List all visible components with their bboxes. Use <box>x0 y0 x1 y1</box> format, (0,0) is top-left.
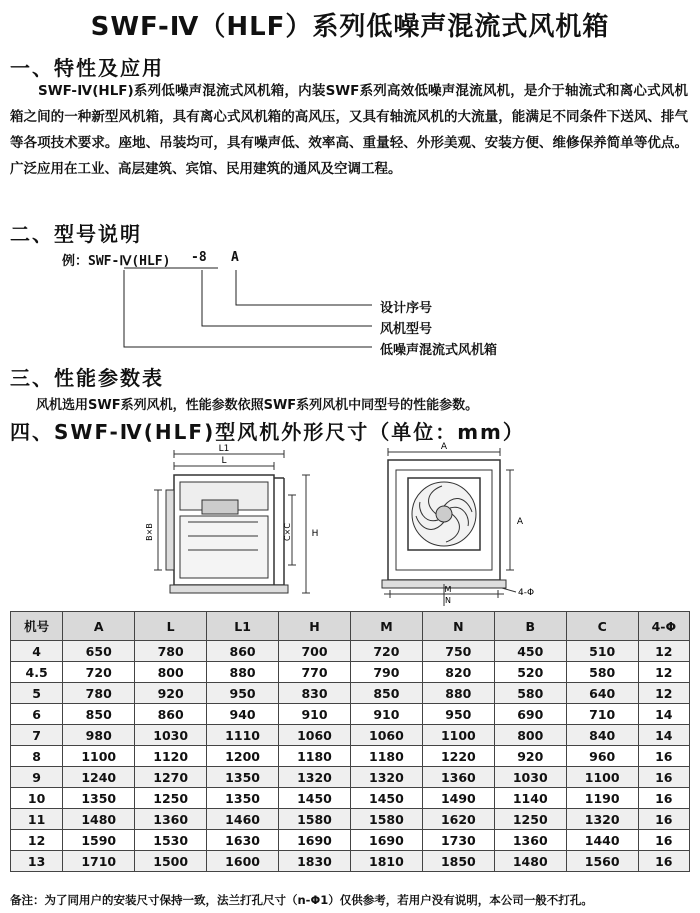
table-cell: 13 <box>11 851 63 872</box>
table-cell: 1690 <box>350 830 422 851</box>
table-cell: 4 <box>11 641 63 662</box>
table-header-row <box>11 612 690 641</box>
label-BxB: B×B <box>145 523 154 541</box>
label-holes: 4-Φ <box>518 588 535 598</box>
table-cell: 1060 <box>350 725 422 746</box>
table-header-cell: C <box>566 612 638 641</box>
table-cell: 4.5 <box>11 662 63 683</box>
table-row <box>11 704 690 725</box>
table-header-cell: N <box>422 612 494 641</box>
table-cell: 690 <box>494 704 566 725</box>
table-cell: 1440 <box>566 830 638 851</box>
table-cell: 1490 <box>422 788 494 809</box>
table-cell: 520 <box>494 662 566 683</box>
table-cell: 1270 <box>135 767 207 788</box>
table-row <box>11 830 690 851</box>
table-cell: 1590 <box>63 830 135 851</box>
table-cell: 1360 <box>135 809 207 830</box>
table-header-cell: B <box>494 612 566 641</box>
label-H: H <box>311 529 319 539</box>
table-cell: 12 <box>638 641 689 662</box>
table-cell: 11 <box>11 809 63 830</box>
table-cell: 1630 <box>207 830 279 851</box>
table-cell: 960 <box>566 746 638 767</box>
example-model: SWF-Ⅳ(HLF) <box>88 254 171 269</box>
table-body <box>11 641 690 872</box>
label-CxC: C×C <box>283 523 292 541</box>
table-cell: 1480 <box>63 809 135 830</box>
table-cell: 1110 <box>207 725 279 746</box>
table-row <box>11 788 690 809</box>
table-row <box>11 725 690 746</box>
table-cell: 16 <box>638 788 689 809</box>
legend-box-type: 低噪声混流式风机箱 <box>380 343 498 358</box>
table-cell: 1530 <box>135 830 207 851</box>
legend-design-seq: 设计序号 <box>380 301 433 316</box>
table-cell: 1580 <box>279 809 351 830</box>
table-cell: 10 <box>11 788 63 809</box>
table-cell: 780 <box>63 683 135 704</box>
table-cell: 910 <box>279 704 351 725</box>
table-cell: 1200 <box>207 746 279 767</box>
table-cell: 940 <box>207 704 279 725</box>
table-cell: 1450 <box>279 788 351 809</box>
table-cell: 840 <box>566 725 638 746</box>
table-cell: 1180 <box>350 746 422 767</box>
table-cell: 1810 <box>350 851 422 872</box>
table-row <box>11 641 690 662</box>
table-cell: 880 <box>207 662 279 683</box>
dimensions-table <box>10 611 690 872</box>
table-cell: 800 <box>135 662 207 683</box>
table-row <box>11 683 690 704</box>
table-header-cell: H <box>279 612 351 641</box>
table-cell: 1100 <box>422 725 494 746</box>
table-header-cell: M <box>350 612 422 641</box>
table-cell: 920 <box>494 746 566 767</box>
label-M: M <box>444 585 452 594</box>
table-cell: 1220 <box>422 746 494 767</box>
table-cell: 1360 <box>494 830 566 851</box>
table-cell: 710 <box>566 704 638 725</box>
table-cell: 16 <box>638 830 689 851</box>
table-cell: 1480 <box>494 851 566 872</box>
table-cell: 14 <box>638 725 689 746</box>
table-cell: 7 <box>11 725 63 746</box>
table-cell: 1600 <box>207 851 279 872</box>
legend-fan-model: 风机型号 <box>380 322 433 337</box>
table-cell: 800 <box>494 725 566 746</box>
performance-note: 风机选用SWF系列风机，性能参数依照SWF系列风机中同型号的性能参数。 <box>36 398 479 413</box>
table-row <box>11 851 690 872</box>
table-cell: 16 <box>638 809 689 830</box>
table-cell: 980 <box>63 725 135 746</box>
table-cell: 1060 <box>279 725 351 746</box>
table-header-cell: 机号 <box>11 612 63 641</box>
table-cell: 1140 <box>494 788 566 809</box>
table-cell: 850 <box>63 704 135 725</box>
table-cell: 1250 <box>135 788 207 809</box>
table-cell: 750 <box>422 641 494 662</box>
table-cell: 1320 <box>566 809 638 830</box>
table-cell: 790 <box>350 662 422 683</box>
table-cell: 1180 <box>279 746 351 767</box>
table-cell: 1690 <box>279 830 351 851</box>
table-cell: 16 <box>638 746 689 767</box>
table-cell: 650 <box>63 641 135 662</box>
table-cell: 6 <box>11 704 63 725</box>
table-cell: 700 <box>279 641 351 662</box>
table-cell: 510 <box>566 641 638 662</box>
table-cell: 5 <box>11 683 63 704</box>
table-cell: 830 <box>279 683 351 704</box>
table-cell: 820 <box>422 662 494 683</box>
table-cell: 910 <box>350 704 422 725</box>
table-header-cell: A <box>63 612 135 641</box>
table-cell: 1850 <box>422 851 494 872</box>
page-title: SWF-Ⅳ（HLF）系列低噪声混流式风机箱 <box>90 12 610 42</box>
section-heading-dimensions: 四、SWF-Ⅳ(HLF)型风机外形尺寸（单位：mm） <box>10 420 525 444</box>
table-cell: 950 <box>207 683 279 704</box>
table-cell: 1030 <box>494 767 566 788</box>
table-cell: 1580 <box>350 809 422 830</box>
table-cell: 1320 <box>350 767 422 788</box>
table-cell: 450 <box>494 641 566 662</box>
table-cell: 1360 <box>422 767 494 788</box>
table-cell: 9 <box>11 767 63 788</box>
table-cell: 16 <box>638 767 689 788</box>
section-heading-features: 一、特性及应用 <box>10 56 164 80</box>
table-cell: 1100 <box>63 746 135 767</box>
table-cell: 1500 <box>135 851 207 872</box>
table-cell: 1620 <box>422 809 494 830</box>
table-cell: 14 <box>638 704 689 725</box>
example-number: -8 <box>191 250 207 265</box>
table-cell: 16 <box>638 851 689 872</box>
table-header-cell: 4-Φ <box>638 612 689 641</box>
table-cell: 860 <box>207 641 279 662</box>
section-heading-performance: 三、性能参数表 <box>10 366 164 390</box>
table-cell: 920 <box>135 683 207 704</box>
label-L: L <box>221 456 227 466</box>
front-view-drawing <box>370 440 560 610</box>
table-cell: 1450 <box>350 788 422 809</box>
table-cell: 12 <box>11 830 63 851</box>
table-cell: 1190 <box>566 788 638 809</box>
table-cell: 1320 <box>279 767 351 788</box>
table-cell: 850 <box>350 683 422 704</box>
side-view-drawing <box>140 440 320 610</box>
table-cell: 720 <box>350 641 422 662</box>
table-cell: 1250 <box>494 809 566 830</box>
example-letter: A <box>231 250 239 265</box>
table-cell: 12 <box>638 683 689 704</box>
table-cell: 1460 <box>207 809 279 830</box>
table-cell: 12 <box>638 662 689 683</box>
label-A-top: A <box>440 442 448 452</box>
label-L1: L1 <box>218 444 230 454</box>
table-cell: 770 <box>279 662 351 683</box>
table-row <box>11 746 690 767</box>
table-cell: 1350 <box>207 788 279 809</box>
label-N: N <box>445 596 451 605</box>
table-cell: 1240 <box>63 767 135 788</box>
table-cell: 580 <box>566 662 638 683</box>
table-cell: 860 <box>135 704 207 725</box>
table-cell: 1560 <box>566 851 638 872</box>
table-cell: 1030 <box>135 725 207 746</box>
table-header-cell: L1 <box>207 612 279 641</box>
table-cell: 1350 <box>207 767 279 788</box>
table-cell: 950 <box>422 704 494 725</box>
table-cell: 780 <box>135 641 207 662</box>
label-A-side: A <box>516 517 524 527</box>
model-leader-lines <box>0 0 700 360</box>
table-cell: 1350 <box>63 788 135 809</box>
table-header-cell: L <box>135 612 207 641</box>
table-cell: 580 <box>494 683 566 704</box>
example-prefix: 例： <box>62 254 89 269</box>
table-cell: 8 <box>11 746 63 767</box>
table-cell: 1830 <box>279 851 351 872</box>
section-heading-model: 二、型号说明 <box>10 222 142 246</box>
features-paragraph: SWF-Ⅳ(HLF)系列低噪声混流式风机箱，内装SWF系列高效低噪声混流风机，是介于轴流式和离心式风机箱之间的一种新型风机箱，具有离心式风机箱的高风压，又具有轴流风机的大流量，能满足不同条件下送风、排气等各项技术要求。座地、吊装均可，具有噪声低、效率高、重量轻、外形美观、安装方便、维修保养简单等优点。广泛应用在工业、高层建筑、宾馆、民用建筑的通风及空调工程。 <box>10 83 688 177</box>
table-row <box>11 809 690 830</box>
table-cell: 720 <box>63 662 135 683</box>
table-row <box>11 767 690 788</box>
table-cell: 1100 <box>566 767 638 788</box>
table-cell: 1120 <box>135 746 207 767</box>
table-row <box>11 662 690 683</box>
table-cell: 1710 <box>63 851 135 872</box>
table-cell: 640 <box>566 683 638 704</box>
table-cell: 1730 <box>422 830 494 851</box>
table-cell: 880 <box>422 683 494 704</box>
footnote: 备注：为了同用户的安装尺寸保持一致，法兰打孔尺寸（n-Φ1）仅供参考，若用户没有说明，本公司一般不打孔。 <box>10 893 593 907</box>
